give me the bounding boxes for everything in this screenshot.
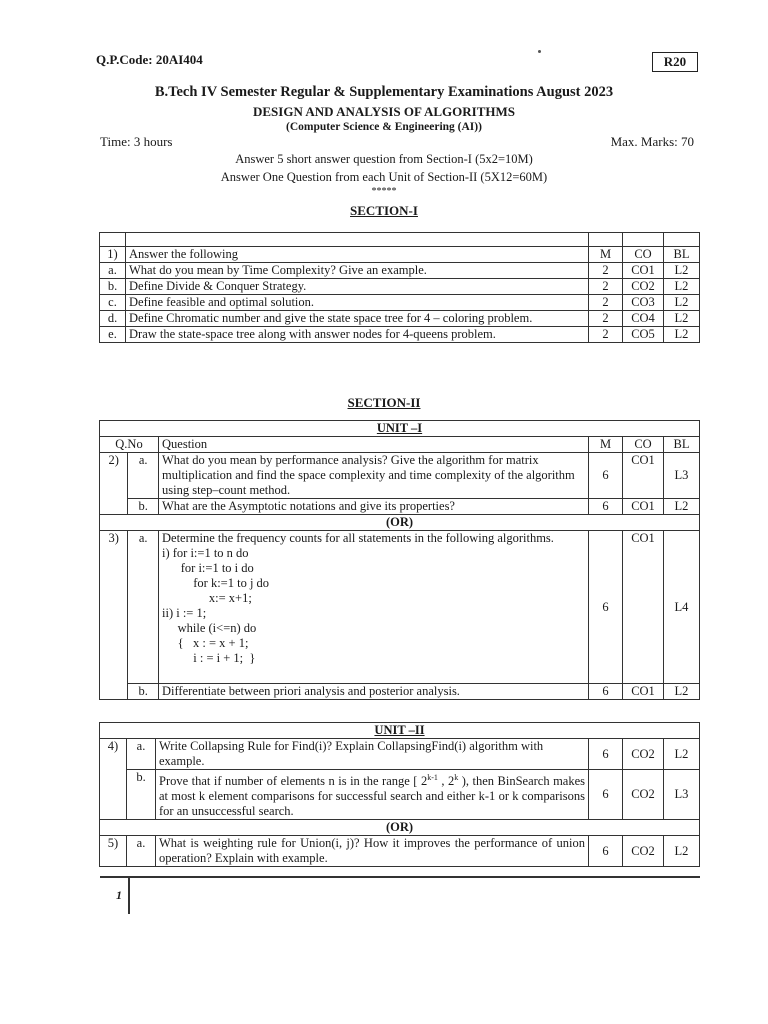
qno-header: Q.No [100,437,159,453]
unit1-title: UNIT –I [100,421,700,437]
sub-question-label: a. [127,739,156,770]
unit2-table [99,722,700,867]
co-cell: CO5 [623,327,664,343]
co-cell: CO2 [623,739,664,770]
question-text: What do you mean by performance analysis? Give the algorithm for matrix multiplication and find the space complexity and time complexity of the algorithm using step–count method. [159,453,589,499]
marks-cell: 6 [589,453,623,499]
table-row [100,247,700,263]
bl-cell: L3 [664,770,700,820]
sub-question-label: b. [127,770,156,820]
sub-question-label: b. [100,279,126,295]
question-text: Draw the state-space tree along with answer nodes for 4-queens problem. [126,327,589,343]
bl-cell: L2 [664,499,700,515]
time-label: Time: 3 hours [100,134,173,149]
table-row [100,327,700,343]
question-text: What do you mean by Time Complexity? Give an example. [126,263,589,279]
co-cell: CO4 [623,311,664,327]
bl-cell: L2 [664,311,700,327]
co-header: CO [623,247,664,263]
or-separator: (OR) [100,515,700,531]
co-cell: CO2 [623,279,664,295]
sub-question-label: b. [128,499,159,515]
bl-header: BL [664,247,700,263]
question-number: 4) [100,739,127,820]
section1-title: SECTION-I [350,203,418,218]
marks-header: M [589,247,623,263]
stars-separator: ***** [371,186,397,197]
question-body [159,531,589,684]
co-cell: CO1 [623,684,664,700]
marks-cell: 2 [589,279,623,295]
superscript: k-1 [427,773,438,782]
co-header: CO [623,437,664,453]
marks-cell: 2 [589,295,623,311]
bl-cell: L2 [664,836,700,867]
or-separator: (OR) [100,820,700,836]
sub-question-label: a. [128,453,159,499]
max-marks-label: Max. Marks: 70 [610,134,694,149]
question-text: Differentiate between priori analysis and posterior analysis. [159,684,589,700]
instruction-section1: Answer 5 short answer question from Section-I (5x2=10M) [235,152,533,166]
footer-rule [100,876,700,878]
table-row [100,263,700,279]
bl-cell: L3 [664,453,700,499]
sub-question-label: e. [100,327,126,343]
table-row [100,770,700,820]
exam-title: B.Tech IV Semester Regular & Supplementary Examinations August 2023 [154,84,614,100]
bl-cell: L2 [664,327,700,343]
co-cell: CO1 [623,531,664,684]
bl-header: BL [664,437,700,453]
table-row [100,311,700,327]
regulation-box: R20 [652,52,698,72]
sub-question-label: a. [100,263,126,279]
question-text: Define Chromatic number and give the state space tree for 4 – coloring problem. [126,311,589,327]
co-cell: CO3 [623,295,664,311]
table-row [100,499,700,515]
bl-cell: L2 [664,263,700,279]
co-cell: CO1 [623,263,664,279]
marks-cell: 2 [589,263,623,279]
or-row [100,820,700,836]
unit-header-row [100,723,700,739]
question-number: 1) [100,247,126,263]
question-text: Determine the frequency counts for all statements in the following algorithms. [162,531,554,545]
table-row [100,684,700,700]
table-row [100,279,700,295]
sub-question-label: d. [100,311,126,327]
scan-speck [538,50,541,53]
question-text: What is weighting rule for Union(i, j)? How it improves the performance of union operation? Explain with example. [156,836,589,867]
bl-cell: L2 [664,684,700,700]
co-cell: CO2 [623,836,664,867]
marks-cell: 2 [589,311,623,327]
question-number: 5) [100,836,127,867]
bl-cell: L4 [664,531,700,684]
or-row [100,515,700,531]
question-text: Prove that if number of elements n is in the range [ 2 [159,774,428,789]
co-cell: CO1 [623,453,664,499]
unit1-table [99,420,700,700]
bl-cell: L2 [664,295,700,311]
table-row [100,531,700,684]
marks-cell: 6 [589,770,623,820]
table-row [100,453,700,499]
sub-question-label: c. [100,295,126,311]
marks-cell: 6 [589,836,623,867]
question-text: Write Collapsing Rule for Find(i)? Explain CollapsingFind(i) algorithm with example. [156,739,589,770]
superscript: k [454,773,459,782]
question-text: , 2 [437,774,455,789]
marks-cell: 6 [589,739,623,770]
qp-code: Q.P.Code: 20AI404 [96,52,203,67]
question-number: 2) [100,453,128,515]
section2-title: SECTION-II [347,395,421,410]
table-row [100,836,700,867]
table-row [100,739,700,770]
question-text: Define feasible and optimal solution. [126,295,589,311]
branch-label: (Computer Science & Engineering (AI)) [286,121,482,133]
unit2-title: UNIT –II [100,723,700,739]
marks-cell: 6 [589,531,623,684]
question-header: Question [159,437,589,453]
question-text-block [156,770,589,820]
footer-vertical-rule [128,878,130,914]
page-number: 1 [116,888,122,902]
unit-header-row [100,421,700,437]
table-row [100,295,700,311]
question-text: What are the Asymptotic notations and give its properties? [159,499,589,515]
co-cell: CO2 [623,770,664,820]
question-text: Answer the following [126,247,589,263]
marks-cell: 2 [589,327,623,343]
table-row [100,437,700,453]
algorithm-code: i) for i:=1 to n do for i:=1 to i do for k:=1 to j do x:= x+1; ii) i := 1; while (i<=n) do { x : = x + 1; i : = i + 1; } [162,546,270,665]
question-text: ), then BinSearch makes at most k element comparisons for successful search and either k-1 or k comparisons for an unsuccessful search. [159,774,586,819]
marks-cell: 6 [589,499,623,515]
sub-question-label: a. [128,531,159,684]
marks-cell: 6 [589,684,623,700]
question-text: Define Divide & Conquer Strategy. [126,279,589,295]
instruction-section2: Answer One Question from each Unit of Section-II (5X12=60M) [220,170,548,184]
sub-question-label: a. [127,836,156,867]
sub-question-label: b. [128,684,159,700]
bl-cell: L2 [664,279,700,295]
co-cell: CO1 [623,499,664,515]
section1-table [99,232,700,343]
subject-title: DESIGN AND ANALYSIS OF ALGORITHMS [253,104,515,119]
question-number: 3) [100,531,128,700]
marks-header: M [589,437,623,453]
bl-cell: L2 [664,739,700,770]
